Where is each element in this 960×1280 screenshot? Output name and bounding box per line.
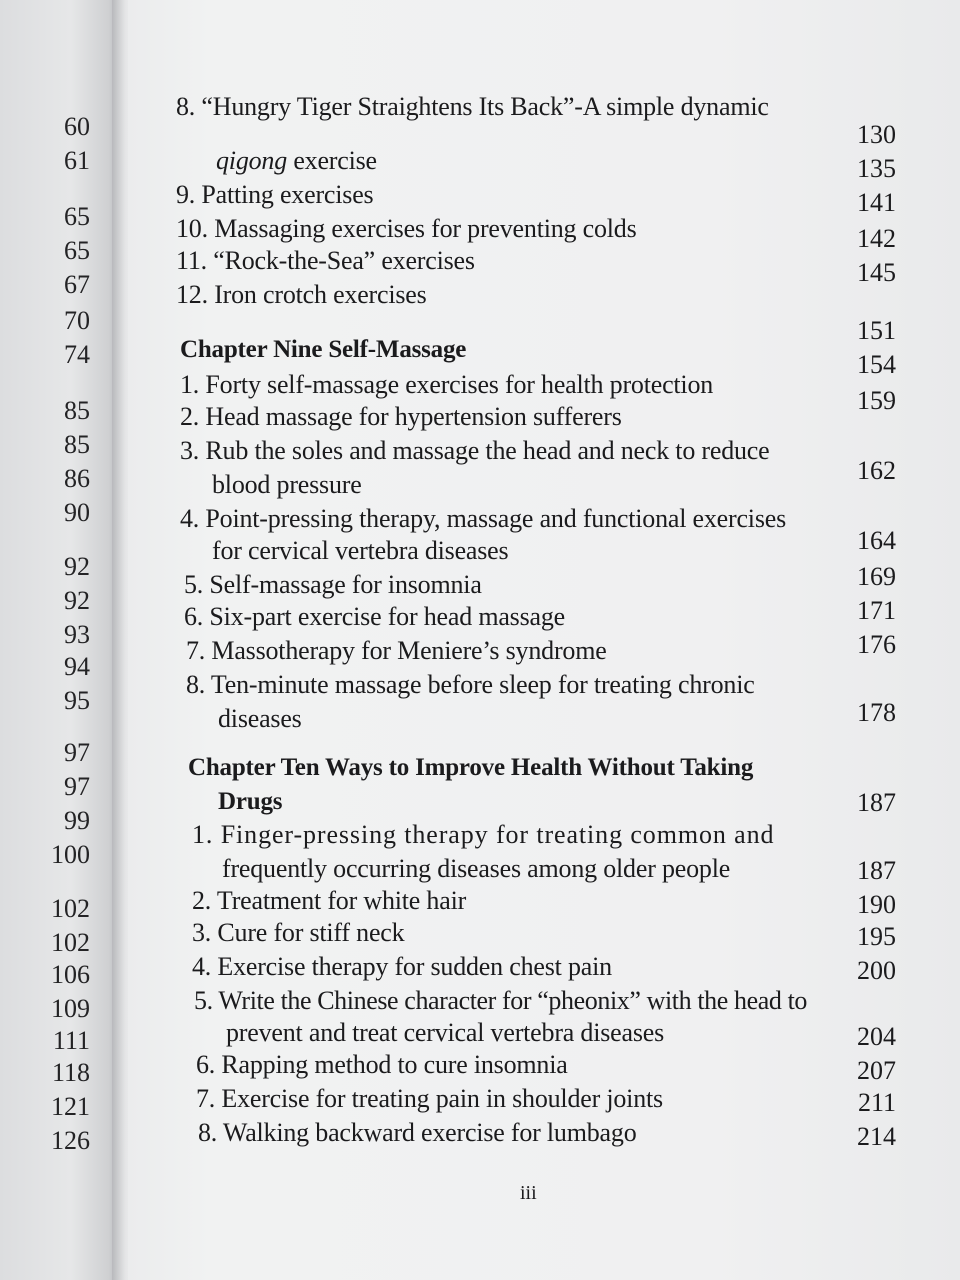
toc-entry: 5. Self-massage for insomnia — [184, 570, 482, 599]
toc-entry-continued: prevent and treat cervical vertebra diseases — [226, 1018, 665, 1047]
toc-entry: 6. Rapping method to cure insomnia — [196, 1050, 568, 1079]
toc-entry: 4. Point-pressing therapy, massage and functional exercises — [180, 504, 787, 533]
toc-entry: 8. Ten-minute massage before sleep for treating chronic — [186, 670, 755, 699]
left-page-number: 121 — [51, 1092, 90, 1121]
toc-page-number: 204 — [857, 1022, 896, 1051]
toc-entry: 6. Six-part exercise for head massage — [184, 602, 566, 631]
left-page-number: 111 — [52, 1026, 90, 1055]
left-page-number: 118 — [51, 1058, 90, 1087]
left-page-number: 90 — [64, 498, 90, 527]
toc-page-number: 176 — [857, 630, 896, 659]
toc-page-number: 178 — [857, 698, 896, 727]
left-page-number: 102 — [51, 928, 90, 957]
left-page-number: 85 — [64, 396, 90, 425]
toc-page-number: 214 — [857, 1122, 896, 1151]
chapter-heading: Chapter Nine Self-Massage — [180, 336, 467, 363]
left-page-number: 86 — [64, 464, 90, 493]
toc-entry: 11. “Rock-the-Sea” exercises — [176, 246, 475, 275]
toc-page-number: 187 — [857, 856, 896, 885]
left-page-number: 126 — [51, 1126, 90, 1155]
left-page-number: 102 — [51, 894, 90, 923]
toc-page-number: 130 — [857, 120, 896, 149]
toc-page-number: 164 — [857, 526, 896, 555]
toc-entry: 1. Finger-pressing therapy for treating common and — [192, 820, 775, 849]
toc-entry-continued: diseases — [218, 704, 302, 733]
left-page-number: 67 — [64, 270, 90, 299]
toc-entry-continued: for cervical vertebra diseases — [212, 536, 509, 565]
left-page-number: 106 — [51, 960, 90, 989]
chapter-heading-continued: Drugs — [218, 788, 283, 815]
toc-page-number: 187 — [857, 788, 896, 817]
left-page-number: 70 — [64, 306, 90, 335]
toc-page-number: 169 — [857, 562, 896, 591]
left-page-number: 61 — [64, 146, 90, 175]
left-page-number: 97 — [64, 738, 90, 767]
toc-entry: 1. Forty self-massage exercises for health protection — [180, 370, 714, 399]
toc-entry-continued — [216, 146, 377, 176]
left-page-number: 65 — [64, 236, 90, 265]
chapter-heading: Chapter Ten Ways to Improve Health Without Taking — [188, 754, 754, 781]
left-page-number: 85 — [64, 430, 90, 459]
toc-entry: 12. Iron crotch exercises — [176, 280, 427, 309]
toc-entry: 7. Massotherapy for Meniere’s syndrome — [186, 636, 607, 665]
toc-page-number: 145 — [857, 258, 896, 287]
toc-entry: 3. Cure for stiff neck — [192, 918, 405, 947]
toc-entry: 5. Write the Chinese character for “pheonix” with the head to — [194, 986, 807, 1015]
toc-entry-continued: blood pressure — [212, 470, 362, 499]
toc-entry: 8. “Hungry Tiger Straightens Its Back”-A simple dynamic — [176, 92, 769, 121]
left-page-number: 94 — [64, 652, 90, 681]
toc-entry: 2. Treatment for white hair — [192, 886, 467, 915]
toc-page-number: 211 — [857, 1088, 896, 1117]
toc-entry: 4. Exercise therapy for sudden chest pain — [192, 952, 612, 981]
toc-page-number: 151 — [857, 316, 896, 345]
toc-page-number: 190 — [857, 890, 896, 919]
left-page-number: 74 — [64, 340, 90, 369]
toc-entry: 9. Patting exercises — [176, 180, 374, 209]
toc-entry: 8. Walking backward exercise for lumbago — [198, 1118, 637, 1147]
left-page-number: 92 — [64, 552, 90, 581]
toc-entry: 2. Head massage for hypertension sufferers — [180, 402, 622, 431]
left-page-number: 99 — [64, 806, 90, 835]
toc-page-number: 141 — [857, 188, 896, 217]
left-page-number: 60 — [64, 112, 90, 141]
left-page-number: 65 — [64, 202, 90, 231]
toc-page-number: 159 — [857, 386, 896, 415]
page-folio: iii — [520, 1182, 537, 1204]
toc-entry: 10. Massaging exercises for preventing colds — [176, 214, 637, 243]
left-page-number: 109 — [51, 994, 90, 1023]
toc-page-number: 142 — [857, 224, 896, 253]
left-page-number: 95 — [64, 686, 90, 715]
toc-page-number: 195 — [857, 922, 896, 951]
left-page-number: 97 — [64, 772, 90, 801]
toc-entry: 7. Exercise for treating pain in shoulder joints — [196, 1084, 663, 1113]
toc-page-number: 207 — [857, 1056, 896, 1085]
toc-italic-word: qigong — [216, 146, 288, 175]
left-page-number: 93 — [64, 620, 90, 649]
toc-page-number: 162 — [857, 456, 896, 485]
toc-page-number: 135 — [857, 154, 896, 183]
left-page-number: 100 — [51, 840, 90, 869]
toc-page-number: 200 — [857, 956, 896, 985]
toc-entry-rest: exercise — [287, 146, 377, 175]
toc-entry: 3. Rub the soles and massage the head and neck to reduce — [180, 436, 770, 465]
left-page-number: 92 — [64, 586, 90, 615]
toc-entry-continued: frequently occurring diseases among older people — [222, 854, 731, 883]
toc-page-number: 154 — [857, 350, 896, 379]
toc-page-number: 171 — [857, 596, 896, 625]
